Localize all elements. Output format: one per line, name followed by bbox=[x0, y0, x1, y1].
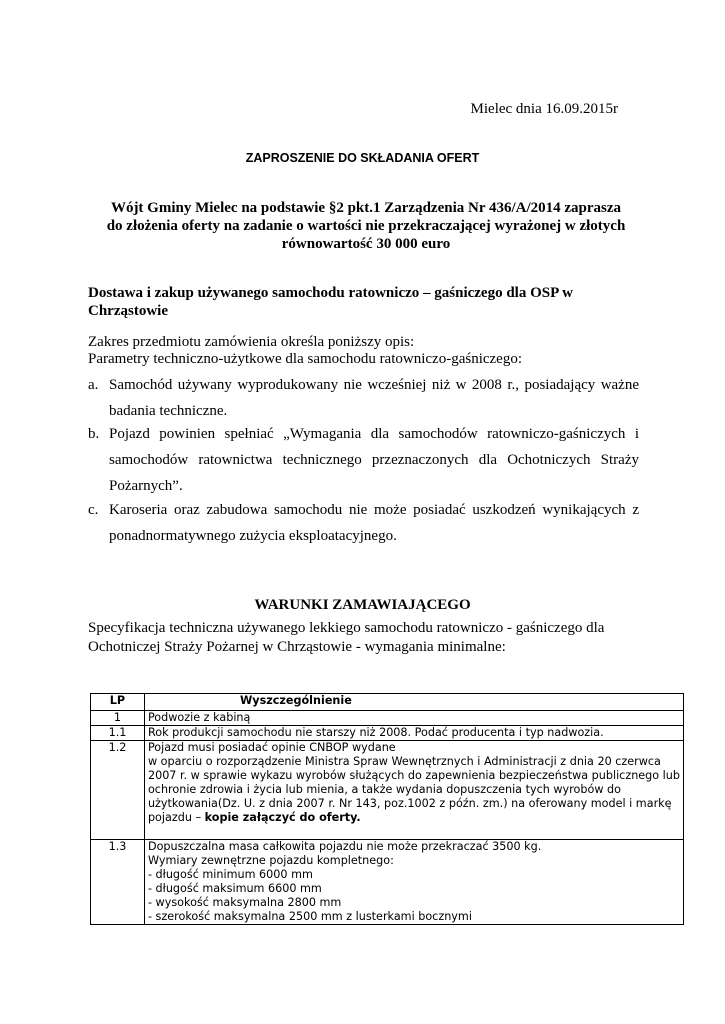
requirement-item bbox=[88, 497, 639, 549]
table-row bbox=[91, 741, 684, 840]
document-title: ZAPROSZENIE DO SKŁADANIA OFERT bbox=[245, 151, 480, 165]
conditions-heading: WARUNKI ZAMAWIAJĄCEGO bbox=[254, 597, 471, 613]
requirement-item bbox=[88, 372, 639, 424]
requirement-item bbox=[88, 421, 639, 499]
description-line: - długość maksimum 6600 mm bbox=[147, 882, 322, 895]
intro-line-3: równowartość 30 000 euro bbox=[281, 236, 451, 252]
order-subject: Dostawa i zakup używanego samochodu ratowniczo – gaśniczego dla OSP w Chrząstowie bbox=[88, 285, 574, 319]
description-line: ochronie zdrowia i życia lub mienia, a także wydania dopuszczenia tych wyrobów do bbox=[147, 783, 621, 796]
description-prefix: pojazdu – bbox=[147, 811, 205, 824]
spec-line-1: Specyfikacja techniczna używanego lekkiego samochodu ratowniczo - gaśniczego dla bbox=[88, 620, 605, 636]
intro-line-1: Wójt Gminy Mielec na podstawie §2 pkt.1 Zarządzenia Nr 436/A/2014 zaprasza bbox=[110, 200, 622, 216]
requirement-text: Pojazd powinien spełniać „Wymagania dla samochodów ratowniczo-gaśniczych i samochodów ratownictwa technicznego przeznaczonych dla Ochotniczych Straży Pożarnych”. bbox=[109, 426, 639, 494]
specification-table bbox=[90, 693, 684, 925]
description-line: Dopuszczalna masa całkowita pojazdu nie może przekraczać 3500 kg. bbox=[147, 840, 542, 853]
description-line: 2007 r. w sprawie wykazu wyrobów służących do zapewnienia bezpieczeństwa publicznego lub bbox=[147, 769, 680, 782]
description-line: Wymiary zewnętrzne pojazdu kompletnego: bbox=[147, 854, 394, 867]
requirement-marker: c. bbox=[88, 502, 99, 518]
row-number: 1 bbox=[91, 711, 145, 726]
description-line: - długość minimum 6000 mm bbox=[147, 868, 313, 881]
description-line: - szerokość maksymalna 2500 mm z lusterkami bocznymi bbox=[147, 910, 472, 923]
table-row bbox=[91, 711, 684, 726]
scope-line-1: Zakres przedmiotu zamówienia określa poniższy opis: bbox=[88, 334, 415, 350]
description-line: - wysokość maksymalna 2800 mm bbox=[147, 896, 342, 909]
requirement-marker: a. bbox=[88, 377, 99, 393]
document-date: Mielec dnia 16.09.2015r bbox=[470, 101, 618, 117]
requirement-marker: b. bbox=[88, 426, 100, 442]
specification-intro bbox=[88, 619, 628, 657]
scope-line-2: Parametry techniczno-użytkowe dla samochodu ratowniczo-gaśniczego: bbox=[88, 351, 522, 367]
description-line: Pojazd musi posiadać opinie CNBOP wydane bbox=[147, 741, 396, 754]
row-description bbox=[144, 840, 683, 925]
table-header-row bbox=[91, 694, 684, 711]
row-description bbox=[144, 741, 683, 840]
column-header-lp: LP bbox=[91, 694, 145, 711]
intro-line-2: do złożenia oferty na zadanie o wartości nie przekraczającej wyrażonej w złotych bbox=[106, 218, 626, 234]
intro-paragraph bbox=[86, 199, 646, 253]
description-line: Podwozie z kabiną bbox=[147, 711, 251, 724]
row-number: 1.3 bbox=[91, 840, 145, 925]
row-description bbox=[144, 726, 683, 741]
row-description bbox=[144, 711, 683, 726]
description-line: Rok produkcji samochodu nie starszy niż 2008. Podać producenta i typ nadwozia. bbox=[147, 726, 604, 739]
row-number: 1.2 bbox=[91, 741, 145, 840]
table-row bbox=[91, 726, 684, 741]
description-line: w oparciu o rozporządzenie Ministra Spraw Wewnętrznych i Administracji z dnia 20 czerwca bbox=[147, 755, 661, 768]
requirement-text: Samochód używany wyprodukowany nie wcześniej niż w 2008 r., posiadający ważne badania techniczne. bbox=[109, 377, 639, 419]
description-line-final bbox=[148, 811, 680, 825]
attachment-note: kopie załączyć do oferty. bbox=[204, 811, 361, 824]
description-line: użytkowania(Dz. U. z dnia 2007 r. Nr 143, poz.1002 z późn. zm.) na oferowany model i markę bbox=[147, 797, 672, 810]
requirement-text: Karoseria oraz zabudowa samochodu nie może posiadać uszkodzeń wynikających z ponadnormatywnego zużycia eksploatacyjnego. bbox=[109, 502, 639, 544]
row-number: 1.1 bbox=[91, 726, 145, 741]
column-header-description: Wyszczególnienie bbox=[144, 694, 683, 711]
table-row bbox=[91, 840, 684, 925]
spec-line-2: Ochotniczej Straży Pożarnej w Chrząstowie - wymagania minimalne: bbox=[88, 639, 506, 655]
